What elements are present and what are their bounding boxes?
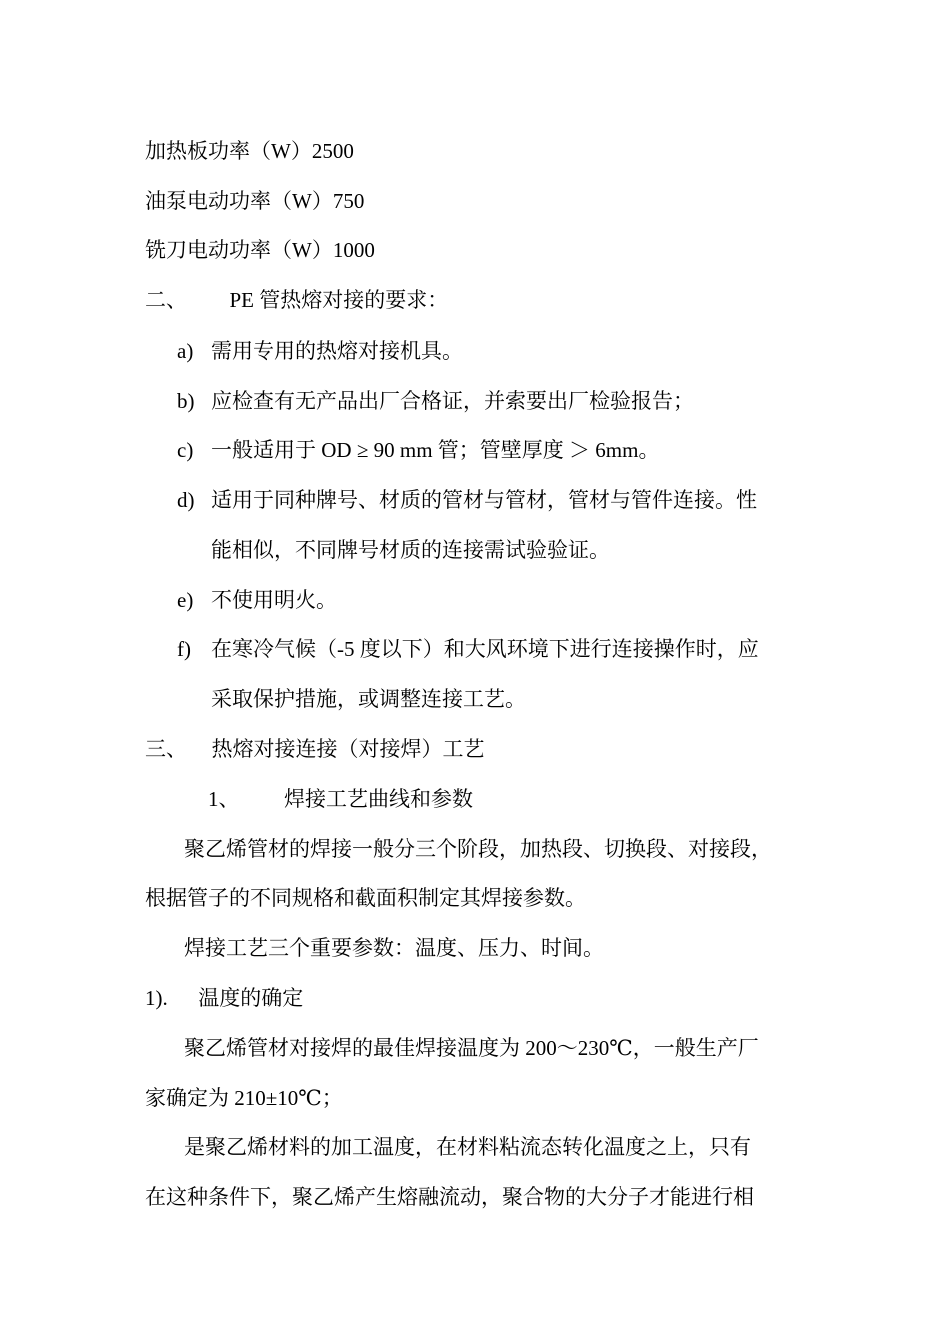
list-item-text: 适用于同种牌号、材质的管材与管材，管材与管件连接。性 [211,488,757,512]
list-marker: c) [177,438,194,462]
list-item-a [177,338,463,364]
subsection-temperature-title: 温度的确定 [198,986,304,1010]
list-marker: b) [177,389,195,413]
list-item-text: 不使用明火。 [211,588,337,612]
section3-heading [145,736,485,762]
list-item-e [177,587,337,613]
paragraph-1-line-2: 根据管子的不同规格和截面积制定其焊接参数。 [145,886,586,910]
section2-heading [145,287,448,313]
section3-number: 三、 [145,737,187,761]
list-item-d-continued: 能相似，不同牌号材质的连接需试验验证。 [211,538,610,562]
section2-title: PE 管热熔对接的要求： [229,288,449,312]
paragraph-1-line-1: 聚乙烯管材的焊接一般分三个阶段，加热段、切换段、对接段， [184,837,772,861]
list-marker: d) [177,488,195,512]
subsection-1-title: 焊接工艺曲线和参数 [284,787,473,811]
list-item-f [177,636,759,662]
paragraph-3-line-1: 聚乙烯管材对接焊的最佳焊接温度为 200～230℃，一般生产厂 [184,1036,759,1060]
spec-oil-pump-power: 油泵电动功率（W）750 [145,189,365,213]
spec-milling-cutter-power: 铣刀电动功率（W）1000 [145,238,375,262]
section3-title: 热熔对接连接（对接焊）工艺 [211,737,485,761]
spec-heating-plate-power: 加热板功率（W）2500 [145,139,354,163]
list-item-f-continued: 采取保护措施，或调整连接工艺。 [211,687,526,711]
paragraph-4-line-2: 在这种条件下，聚乙烯产生熔融流动，聚合物的大分子才能进行相 [145,1185,754,1209]
subsection-1-heading [208,786,473,812]
paragraph-2: 焊接工艺三个重要参数：温度、压力、时间。 [184,936,604,960]
list-marker: f) [177,637,191,661]
subsection-1-number: 1、 [208,787,240,811]
list-item-text: 在寒冷气候（-5 度以下）和大风环境下进行连接操作时，应 [211,637,759,661]
list-item-text: 应检查有无产品出厂合格证，并索要出厂检验报告； [211,389,694,413]
list-item-text: 需用专用的热熔对接机具。 [211,339,463,363]
list-marker: e) [177,588,194,612]
list-item-text: 一般适用于 OD ≥ 90 mm 管；管壁厚度 ＞ 6mm。 [211,438,660,462]
subsection-temperature-heading [145,985,303,1011]
subsection-temperature-number: 1). [145,986,168,1010]
list-item-d [177,487,757,513]
paragraph-3-line-2: 家确定为 210±10℃； [145,1086,343,1110]
list-item-c [177,437,659,463]
list-marker: a) [177,339,194,363]
paragraph-4-line-1: 是聚乙烯材料的加工温度，在材料粘流态转化温度之上，只有 [184,1135,751,1159]
section2-number: 二、 [145,288,187,312]
list-item-b [177,388,694,414]
